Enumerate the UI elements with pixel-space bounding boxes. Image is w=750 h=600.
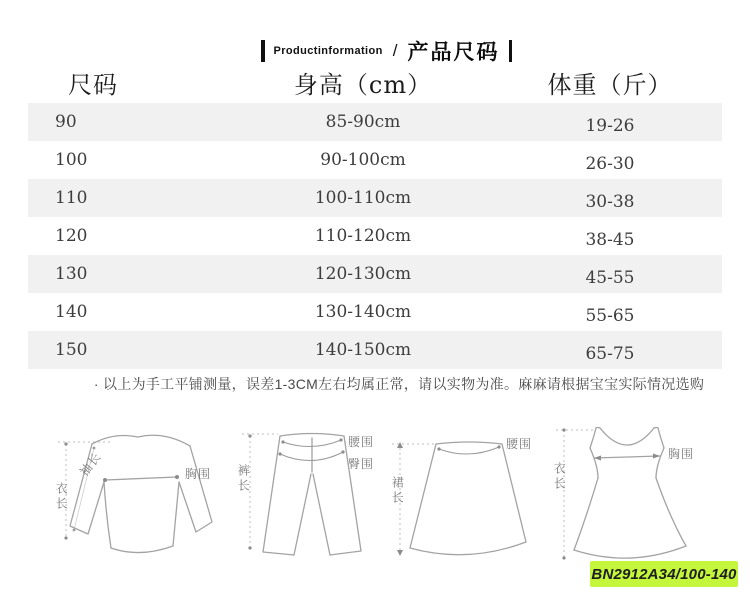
weight-cell: 19-26	[585, 116, 635, 136]
size-cell: 150	[55, 340, 88, 360]
table-row	[28, 179, 722, 217]
dress-length-label: 衣长	[552, 462, 567, 492]
title-left-bar	[261, 40, 265, 62]
title-english: Productinformation	[273, 45, 383, 57]
shirt-sleeve-label: 袖长	[77, 449, 105, 479]
weight-cell: 38-45	[585, 230, 635, 250]
height-cell: 90-100cm	[320, 150, 406, 170]
size-cell: 110	[55, 188, 88, 208]
pants-hip-label: 臀围	[348, 457, 375, 471]
weight-cell: 55-65	[585, 306, 635, 326]
height-cell: 85-90cm	[325, 112, 401, 132]
skirt-diagram	[390, 430, 540, 572]
shirt-chest-label: 胸围	[185, 467, 212, 481]
table-row	[28, 217, 722, 255]
garment-diagrams	[0, 412, 750, 577]
weight-cell: 65-75	[585, 344, 635, 364]
shirt-diagram	[52, 420, 230, 568]
height-cell: 130-140cm	[314, 302, 412, 322]
table-row	[28, 255, 722, 293]
pants-diagram	[236, 424, 388, 569]
title-divider: /	[392, 41, 398, 60]
table-row	[28, 103, 722, 141]
dress-drawing	[548, 418, 713, 570]
shirt-drawing	[52, 420, 230, 568]
weight-cell: 45-55	[585, 268, 635, 288]
column-header-height: 身高（cm）	[293, 70, 433, 99]
skirt-waist-label: 腰围	[506, 437, 533, 451]
title-right-bar	[509, 40, 512, 62]
size-table	[28, 103, 722, 369]
size-cell: 120	[55, 226, 88, 246]
column-header-size: 尺码	[68, 70, 118, 99]
table-row	[28, 293, 722, 331]
size-cell: 90	[55, 112, 77, 132]
skirt-drawing	[390, 430, 540, 572]
column-header-weight: 体重（斤）	[547, 70, 673, 99]
height-cell: 120-130cm	[314, 264, 412, 284]
dress-diagram	[548, 418, 713, 570]
height-cell: 100-110cm	[314, 188, 412, 208]
weight-cell: 26-30	[585, 154, 635, 174]
table-row	[28, 141, 722, 179]
dress-chest-label: 胸围	[668, 447, 695, 461]
product-code-badge: BN2912A34/100-140	[590, 561, 738, 587]
title-chinese: 产品尺码	[407, 39, 500, 64]
size-cell: 130	[55, 264, 88, 284]
height-cell: 140-150cm	[314, 340, 412, 360]
table-row	[28, 331, 722, 369]
height-cell: 110-120cm	[314, 226, 412, 246]
measurement-note: · 以上为手工平铺测量，误差1-3CM左右均属正常，请以实物为准。麻麻请根据宝宝实际情况选购	[93, 376, 705, 392]
skirt-length-label: 裙长	[390, 476, 405, 506]
weight-cell: 30-38	[585, 192, 635, 212]
size-cell: 140	[55, 302, 88, 322]
pants-waist-label: 腰围	[348, 435, 375, 449]
shirt-length-label: 衣长	[54, 482, 69, 512]
table-header-row	[28, 62, 722, 102]
size-cell: 100	[55, 150, 88, 170]
pants-length-label: 裤长	[236, 464, 251, 494]
